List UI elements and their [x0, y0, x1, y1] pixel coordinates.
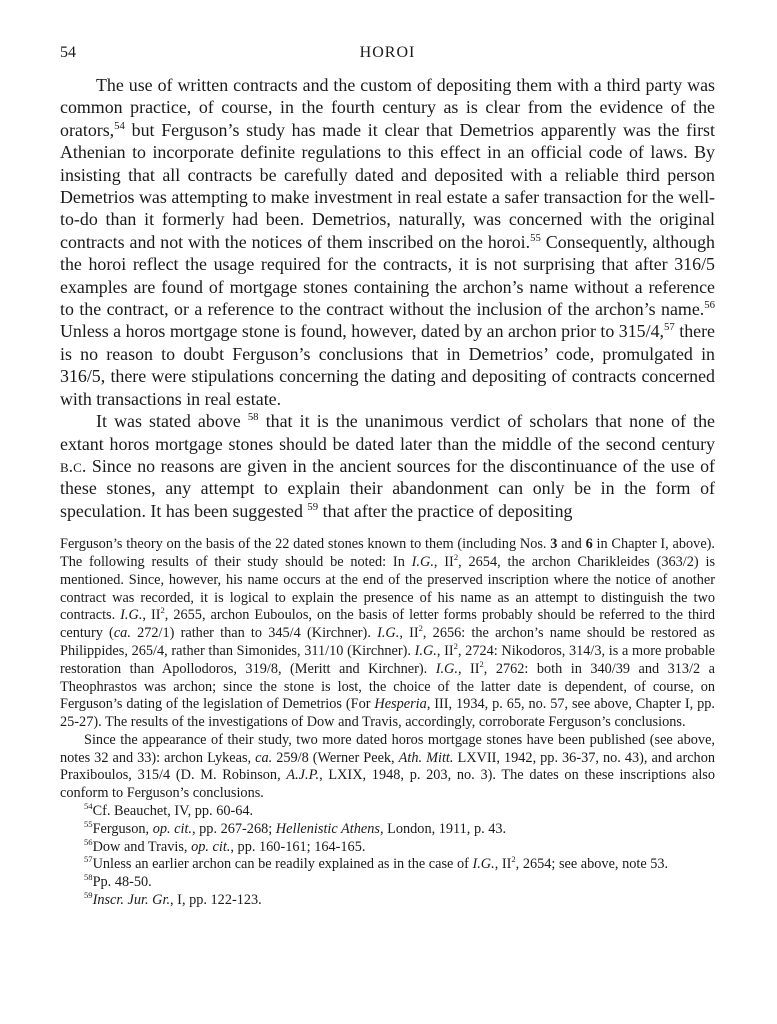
footnote-58: $^{58}$Pp. 48-50. [84, 872, 152, 891]
page-header [60, 44, 715, 74]
footnote-ref: 54 [114, 119, 125, 132]
footnote-continuation: Ferguson’s theory on the basis of the 22 dated stones known to them (including Nos. 3 and 6 in Chapter I, above). The following results of their study should be noted: In I.G., $II^2$, 2654, the archon Charikleides (363/2) is mentioned. Since, however, his name occurs at the end of the preserved inscription where the notice of another contract was recorded, it is logical to explain the presence of his name as an attempt to distinguish the two contracts. I.G., $II^2$, 2655, archon Euboulos, on the basis of letter forms probably should be referred to the third century (ca. 272/1) rather than to 345/4 (Kirchner). I.G., $II^2$, 2656: the archon’s name should be restored as Philippides, 265/4, rather than Simonides, 311/10 (Kirchner). I.G., $II^2$, 2724: Nikodoros, 314/3, is a more probable restoration than Apollodoros, 319/8, (Meritt and Kirchner). I.G., $II^2$, 2762: both in 340/39 and 313/2 a Theophrastos was archon; since the stone is lost, the choice of the latter date is dependent, of course, on Ferguson’s dating of the legislation of Demetrios (For Hesperia, III, 1934, p. 65, no. 57, see above, Chapter I, pp. 25-27). The results of the investigations of Dow and Travis, accordingly, corroborate Ferguson’s conclusions. [60, 536, 716, 731]
page-number: 54 [60, 44, 76, 61]
footnote-55: $^{55}$Ferguson, op. cit., pp. 267-268; Hellenistic Athens, London, 1911, p. 43. [84, 819, 507, 837]
running-title: HOROI [359, 44, 416, 61]
footnote-ref: 56 [704, 299, 715, 312]
body-paragraph: It was stated above $^{58}$ that it is the unanimous verdict of scholars that none of the extant horos mortgage stones should be dated later than the middle of the second century b.c. Since no reasons are given in the ancient sources for the discontinuance of the use of these stones, any attempt to explain their abandonment can only be in the form of speculation. It has been suggested $^{59}$ that after the practice of depositing [60, 411, 715, 521]
body-text [60, 74, 715, 522]
footnote-ref: 55 [530, 231, 541, 244]
footnote-ref: 58 [247, 411, 259, 424]
body-paragraph: The use of written contracts and the custom of depositing them with a third party was common practice, of course, in the fourth century as is clear from the evidence of the orators,$^{54}$ but Ferguson’s study has made it clear that Demetrios apparently was the first Athenian to incorporate definite regulations to this effect in an official code of laws. By insisting that all contracts be carefully dated and deposited with a reliable third person Demetrios was attempting to make investment in real estate a safer transaction for the well-to-do than it formerly had been. Demetrios, naturally, was concerned with the original contracts and not with the notices of them inscribed on the horoi.$^{55}$ Consequently, although the horoi reflect the usage required for the contracts, it is not surprising that after 316/5 examples are found of mortgage stones containing the archon’s name without a reference to the contract, or a reference to the contract without the inclusion of the archon’s name.$^{56}$ Unless a horos mortgage stone is found, however, dated by an archon prior to 315/4,57 there is no reason to doubt Ferguson’s conclusions that in Demetrios’ code, promulgated in 316/5, there were stipulations concerning the dating and depositing of contracts concerned with transactions in real estate. [60, 75, 715, 409]
footnote-paragraph: Since the appearance of their study, two more dated horos mortgage stones have been published (see above, notes 32 and 33): archon Lykeas, ca. 259/8 (Werner Peek, Ath. Mitt. LXVII, 1942, pp. 36-37, no. 43), and archon Praxiboulos, 315/4 (D. M. Robinson, A.J.P., LXIX, 1948, p. 203, no. 3). The dates on these inscriptions also conform to Ferguson’s conclusions. [60, 731, 716, 802]
page [60, 44, 715, 910]
footnote-54: $^{54}$Cf. Beauchet, IV, pp. 60-64. [84, 801, 254, 820]
footnote-59: $^{59}$Inscr. Jur. Gr., I, pp. 122-123. [84, 890, 262, 909]
footnotes [60, 536, 715, 910]
footnote-ref: 57 [664, 321, 675, 334]
footnote-57: $^{57}$Unless an earlier archon can be readily explained as in the case of I.G., $II^2$, 2654; see above, note 53. [84, 854, 669, 873]
footnote-ref: 59 [307, 500, 319, 513]
footnote-56: $^{56}$Dow and Travis, op. cit., pp. 160-161; 164-165. [84, 836, 366, 855]
